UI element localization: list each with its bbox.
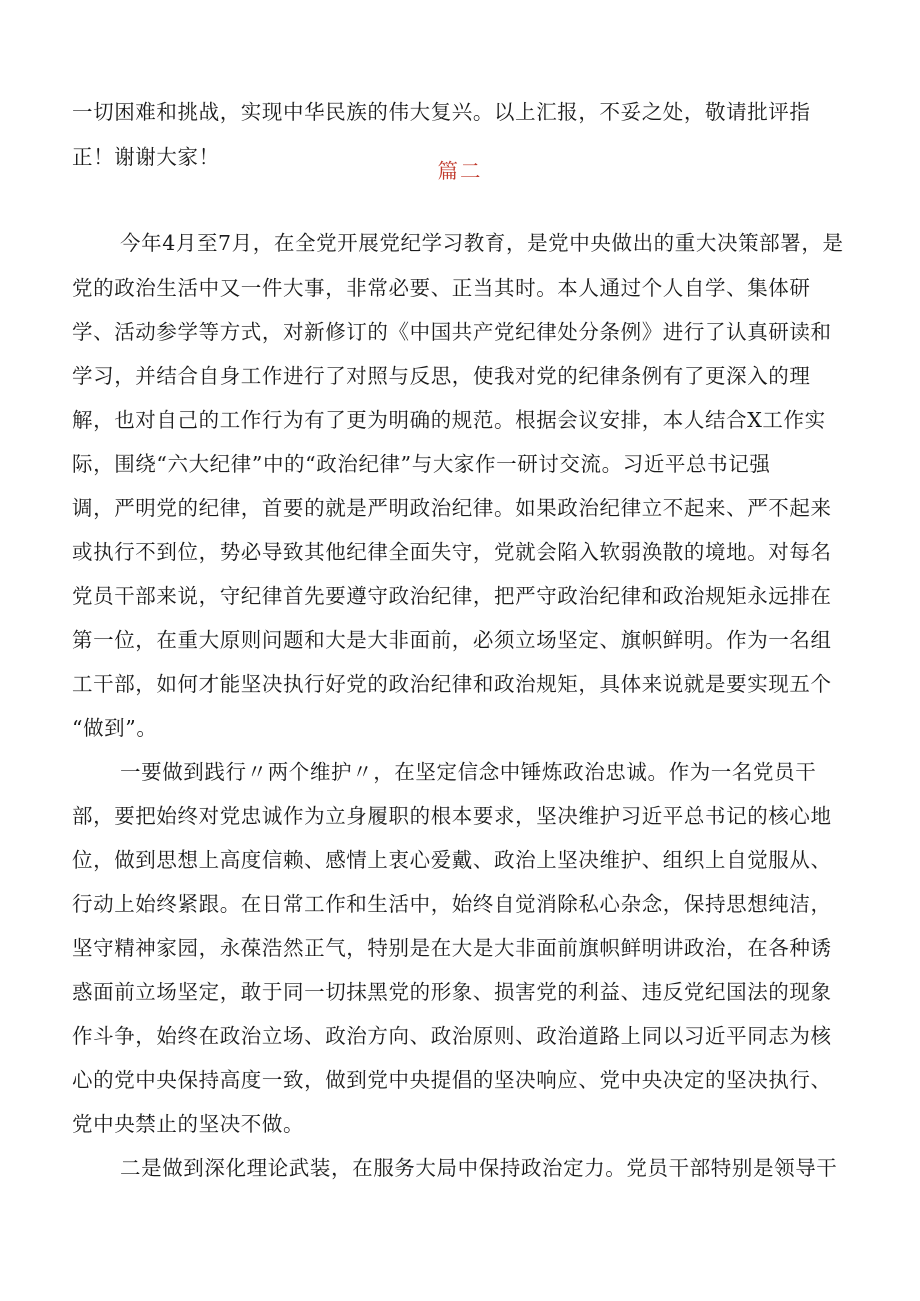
text-line: 解，也对自己的工作行为有了更为明确的规范。根据会议安排，本人结合X工作实 xyxy=(72,408,826,432)
section-heading: 篇二 xyxy=(437,159,483,183)
text-line: 行动上始终紧跟。在日常工作和生活中，始终自觉消除私心杂念，保持思想纯洁， xyxy=(72,892,832,916)
text-line: 党员干部来说，守纪律首先要遵守政治纪律，把严守政治纪律和政治规矩永远排在 xyxy=(72,584,832,608)
text-line: 工干部，如何才能坚决执行好党的政治纪律和政治规矩，具体来说就是要实现五个 xyxy=(72,672,832,696)
text-line: 第一位，在重大原则问题和大是大非面前，必须立场坚定、旗帜鲜明。作为一名组 xyxy=(72,628,832,652)
text-line: 际，围绕“六大纪律”中的“政治纪律”与大家作一研讨交流。习近平总书记强 xyxy=(72,452,771,476)
text-line: 一切困难和挑战，实现中华民族的伟大复兴。以上汇报，不妥之处，敬请批评指 xyxy=(72,100,811,124)
text-line: 作斗争，始终在政治立场、政治方向、政治原则、政治道路上同以习近平同志为核 xyxy=(72,1024,832,1048)
text-line: 调，严明党的纪律，首要的就是严明政治纪律。如果政治纪律立不起来、严不起来 xyxy=(72,496,832,520)
text-line: 党的政治生活中又一件大事，非常必要、正当其时。本人通过个人自学、集体研 xyxy=(72,276,811,300)
text-line: 党中央禁止的坚决不做。 xyxy=(72,1112,305,1136)
text-line: 学、活动参学等方式，对新修订的《中国共产党纪律处分条例》进行了认真研读和 xyxy=(72,320,832,344)
text-line: 正！谢谢大家！ xyxy=(72,145,220,169)
text-line: 二是做到深化理论武装，在服务大局中保持政治定力。党员干部特别是领导干 xyxy=(120,1156,838,1180)
text-line: 学习，并结合自身工作进行了对照与反思，使我对党的纪律条例有了更深入的理 xyxy=(72,364,811,388)
text-line: 位，做到思想上高度信赖、感情上衷心爱戴、政治上坚决维护、组织上自觉服从、 xyxy=(72,848,832,872)
text-line: 部，要把始终对党忠诚作为立身履职的根本要求，坚决维护习近平总书记的核心地 xyxy=(72,804,832,828)
text-line: 惑面前立场坚定，敢于同一切抹黑党的形象、损害党的利益、违反党纪国法的现象 xyxy=(72,980,832,1004)
text-line: 一要做到践行〃两个维护〃，在坚定信念中锤炼政治忠诚。作为一名党员干 xyxy=(120,760,817,784)
text-line: 今年4月至7月，在全党开展党纪学习教育，是党中央做出的重大决策部署，是 xyxy=(120,231,844,255)
text-line: 心的党中央保持高度一致，做到党中央提倡的坚决响应、党中央决定的坚决执行、 xyxy=(72,1068,832,1092)
text-line: 坚守精神家园，永葆浩然正气，特别是在大是大非面前旗帜鲜明讲政治，在各种诱 xyxy=(72,936,832,960)
text-line: “做到”。 xyxy=(72,716,158,740)
text-line: 或执行不到位，势必导致其他纪律全面失守，党就会陷入软弱涣散的境地。对每名 xyxy=(72,540,832,564)
